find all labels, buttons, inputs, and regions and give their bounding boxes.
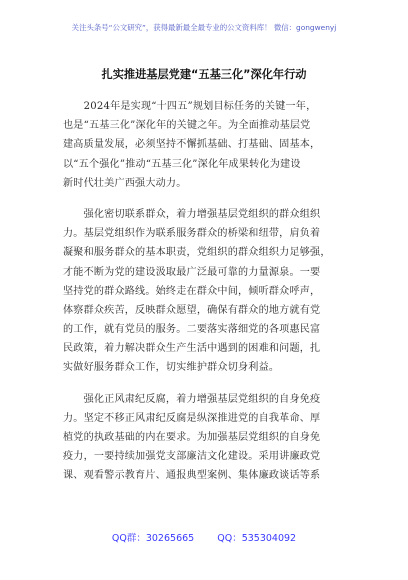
paragraph-line: 课、观看警示教育片、通报典型案例、集体廉政谈话等系 xyxy=(63,470,321,482)
body-paragraph xyxy=(63,205,349,378)
paragraph-line: 建高质量发展，必须坚持不懈抓基础、打基础、固基本， xyxy=(63,139,321,151)
footer-qq-number: QQ：535304092 xyxy=(217,533,297,544)
paragraph-line: 力。基层党组织作为联系服务群众的桥梁和纽带，肩负着 xyxy=(63,228,321,240)
body-paragraph xyxy=(63,390,349,486)
paragraph-line: 强化正风肃纪反腐，着力增强基层党组织的自身免疫 xyxy=(63,393,321,405)
paragraph-line: 体察群众疾苦，反映群众愿望，确保有群众的地方就有党 xyxy=(63,304,321,316)
document-body xyxy=(63,97,349,498)
paragraph-line: 新时代壮美广西强大动力。 xyxy=(63,177,187,189)
body-paragraph xyxy=(63,97,349,193)
paragraph-line: 才能不断为党的建设汲取最广泛最可靠的力量源泉。一要 xyxy=(63,266,321,278)
paragraph-line: 的工作，就有党员的服务。二要落实落细党的各项惠民富 xyxy=(63,324,321,336)
paragraph-line: 以“五个强化”推动“五基三化”深化年成果转化为建设 xyxy=(63,158,301,170)
paragraph-line: 凝聚和服务群众的基本职责，党组织的群众组织力足够强， xyxy=(63,247,331,259)
header-promo-note: 关注头条号“公文研究”，获得最新最全最专业的公文资料库！ 微信：gongwenyj xyxy=(71,23,337,32)
paragraph-line: 植党的执政基础的内在要求。为加强基层党组织的自身免 xyxy=(63,432,321,443)
paragraph-line: 实做好服务群众工作，切实维护群众切身利益。 xyxy=(63,362,280,374)
paragraph-line: 也是“五基三化”深化年的关键之年。为全面推动基层党 xyxy=(63,120,311,132)
paragraph-line: 坚持党的群众路线。始终走在群众中间，倾听群众呼声， xyxy=(63,285,321,297)
paragraph-line: 疫力，一要持续加强党支部廉洁文化建设。采用讲廉政党 xyxy=(63,451,321,463)
paragraph-line: 2024年是实现“十四五”规划目标任务的关键一年， xyxy=(63,101,317,112)
footer-qq-group: QQ群：30265665 xyxy=(111,533,195,544)
paragraph-line: 民政策，着力解决群众生产生活中遇到的困难和问题，扎 xyxy=(63,343,321,355)
footer-contact xyxy=(0,530,408,544)
paragraph-line: 强化密切联系群众，着力增强基层党组织的群众组织 xyxy=(63,208,321,220)
document-title: 扎实推进基层党建“五基三化”深化年行动 xyxy=(101,68,307,81)
paragraph-line: 力。坚定不移正风肃纪反腐是纵深推进党的自我革命、厚 xyxy=(63,412,321,424)
